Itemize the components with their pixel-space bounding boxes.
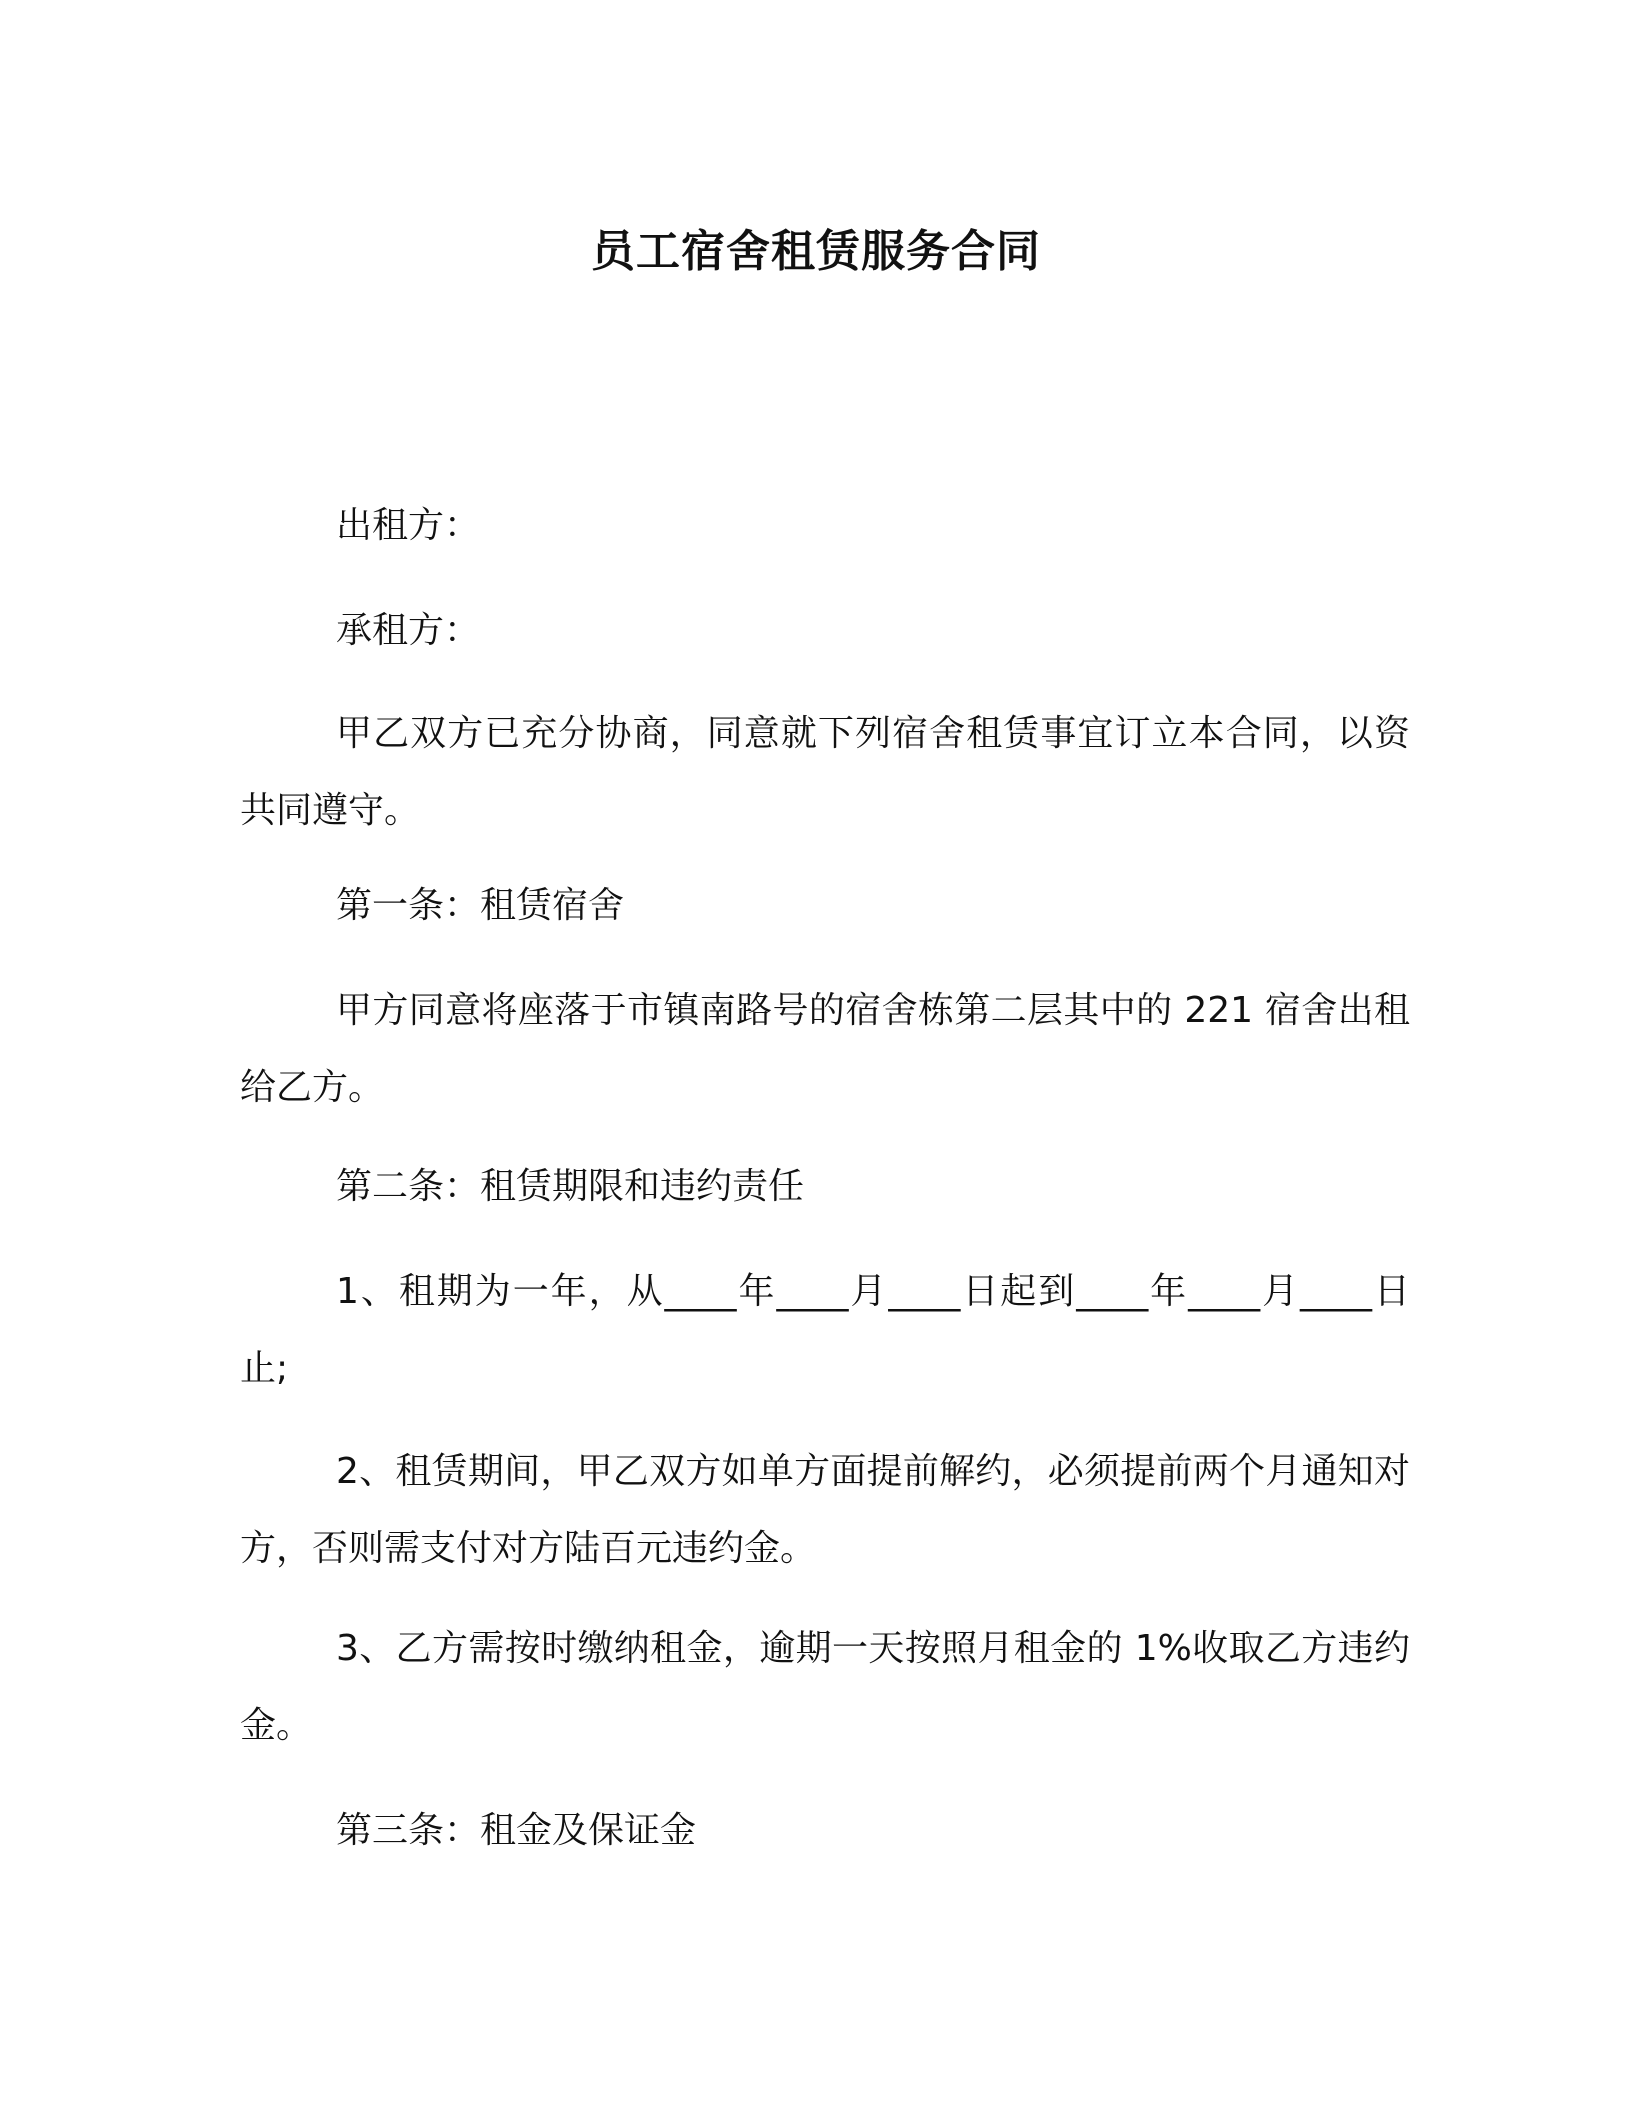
article-2-clause-2: 2、租赁期间，甲乙双方如单方面提前解约，必须提前两个月通知对方，否则需支付对方陆百元违约金。 (240, 1451, 1410, 1569)
article-2-clause-3: 3、乙方需按时缴纳租金，逾期一天按照月租金的 1%收取乙方违约金。 (240, 1628, 1410, 1746)
article-1-body: 甲方同意将座落于市镇南路号的宿舍栋第二层其中的 221 宿舍出租给乙方。 (240, 990, 1410, 1108)
lessor-line: 出租方： (336, 505, 481, 546)
article-2-heading: 第二条：租赁期限和违约责任 (336, 1166, 805, 1207)
preamble-paragraph: 甲乙双方已充分协商，同意就下列宿舍租赁事宜订立本合同，以资共同遵守。 (240, 713, 1410, 831)
lessee-line: 承租方： (336, 610, 481, 651)
article-2-clause-1: 1、租期为一年，从____年____月____日起到____年____月____日止; (240, 1271, 1410, 1389)
article-1-heading: 第一条：租赁宿舍 (336, 885, 625, 926)
article-3-heading: 第三条：租金及保证金 (336, 1810, 697, 1851)
document-title: 员工宿舍租赁服务合同 (591, 226, 1041, 277)
